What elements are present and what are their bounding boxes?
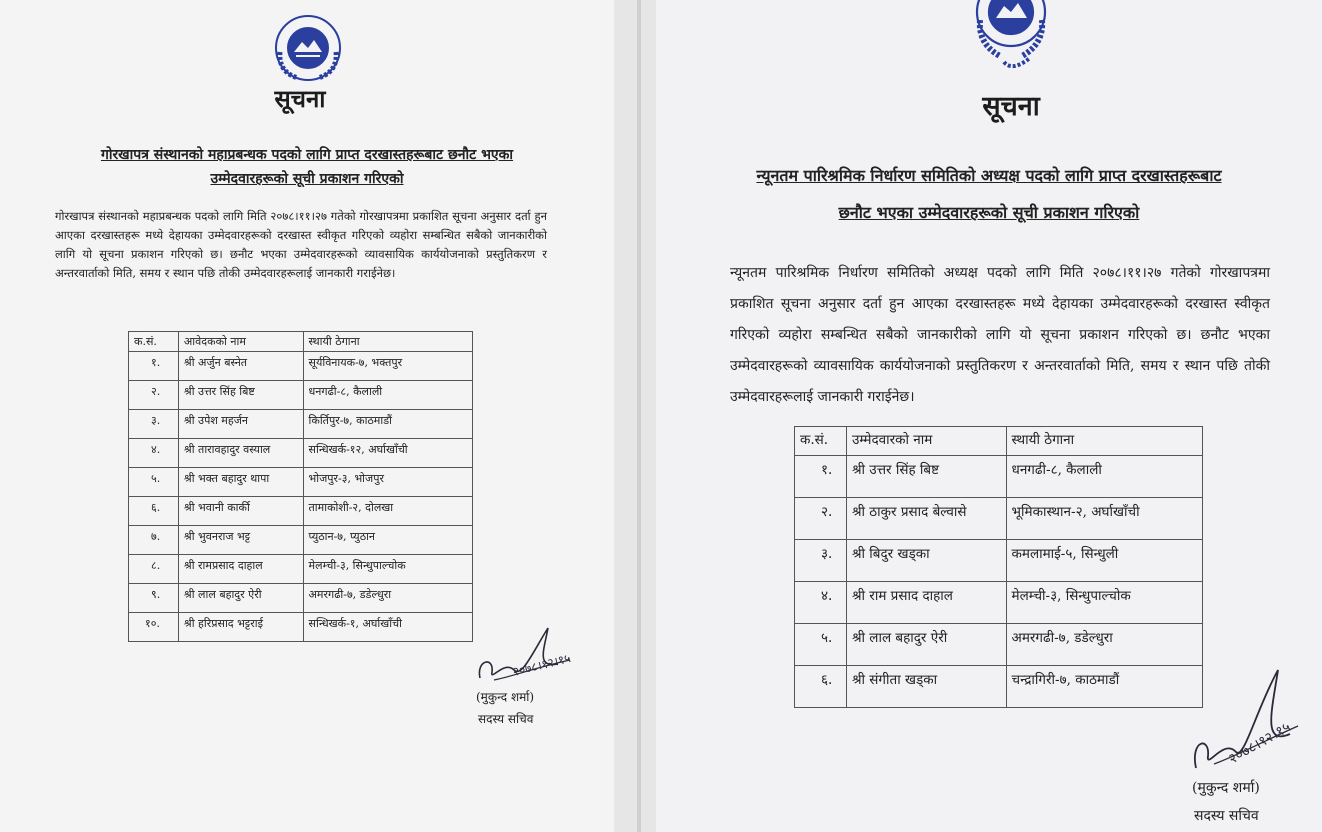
cell-address: तामाकोशी-२, दोलखा (303, 497, 472, 526)
cell-serial: ७. (129, 526, 179, 555)
notice-heading: सूचना (982, 91, 1040, 122)
notice-title-line-2: छनौट भएका उम्मेदवारहरूको सूची प्रकाशन गरिएको (838, 203, 1140, 222)
cell-serial: २. (129, 381, 179, 410)
notice-paragraph: न्यूनतम पारिश्रमिक निर्धारण समितिको अध्यक्ष पदको लागि मिति २०७८।११।२७ गतेको गोरखापत्रमा प्रकाशित सूचना अनुसार दर्ता हुन आएका दरखास्तहरू मध्ये देहायका उम्मेदवारहरूको दरखास्त स्वीकृत गरिएको व्यहोरा सम्बन्धित सबैको जानकारीको लागि यो सूचना प्रकाशन गरिएको छ। छनौट भएका उम्मेदवारहरूको व्यावसायिक कार्ययोजनाको प्रस्तुतिकरण र अन्तरवार्ताको मिति, समय र स्थान पछि तोकी उम्मेदवारहरूलाई जानकारी गराईनेछ। (730, 265, 1270, 405)
cell-name: श्री ठाकुर प्रसाद बेल्वासे (846, 498, 1006, 540)
notice-paragraph: गोरखापत्र संस्थानको महाप्रबन्धक पदको लागि मिति २०७८।११।२७ गतेको गोरखापत्रमा प्रकाशित सूचना अनुसार दर्ता हुन आएका दरखास्तहरू मध्ये देहायका उम्मेदवारहरूको दरखास्त स्वीकृत गरिएको व्यहोरा सम्बन्धित सबैको जानकारीको लागि यो सूचना प्रकाशन गरिएको छ। छनौट भएका उम्मेदवारहरूको व्यावसायिक कार्ययोजनाको प्रस्तुतिकरण र अन्तरवार्ताको मिति, समय र स्थान पछि तोकी उम्मेदवारहरूलाई जानकारी गराईनेछ। (55, 209, 547, 280)
col-header-address: स्थायी ठेगाना (303, 332, 472, 352)
cell-name: श्री भक्त बहादुर थापा (178, 468, 303, 497)
signature-date: २०७८।१२।१५ (1226, 719, 1294, 768)
table-row (795, 624, 1203, 666)
cell-name: श्री उपेश महर्जन (178, 410, 303, 439)
cell-name: श्री लाल बहादुर ऐरी (178, 584, 303, 613)
cell-serial: ३. (129, 410, 179, 439)
table-row (129, 381, 473, 410)
cell-address: चन्द्रागिरी-७, काठमाडौं (1006, 666, 1202, 708)
table-row (795, 456, 1203, 498)
table-header-row (795, 427, 1203, 456)
cell-name: श्री बिदुर खड्का (846, 540, 1006, 582)
cell-address: सन्धिखर्क-१, अर्घाखाँची (303, 613, 472, 642)
cell-name: श्री अर्जुन बस्नेत (178, 352, 303, 381)
table-row (129, 613, 473, 642)
cell-serial: ४. (795, 582, 847, 624)
cell-serial: १. (795, 456, 847, 498)
table-row (129, 468, 473, 497)
table-row (795, 540, 1203, 582)
cell-address: मेलम्ची-३, सिन्धुपाल्चोक (1006, 582, 1202, 624)
signature (474, 620, 604, 694)
cell-name: श्री उत्तर सिंह बिष्ट (178, 381, 303, 410)
cell-serial: १. (129, 352, 179, 381)
table-row (795, 582, 1203, 624)
cell-address: भोजपुर-३, भोजपुर (303, 468, 472, 497)
col-header-serial: क.सं. (795, 427, 847, 456)
cell-name: श्री उत्तर सिंह बिष्ट (846, 456, 1006, 498)
cell-serial: ५. (129, 468, 179, 497)
cell-serial: ६. (129, 497, 179, 526)
signatory-name: (मुकुन्द शर्मा) (1192, 780, 1260, 796)
cell-serial: ६. (795, 666, 847, 708)
cell-name: श्री हरिप्रसाद भट्टराई (178, 613, 303, 642)
cell-name: श्री संगीता खड्का (846, 666, 1006, 708)
cell-name: श्री तारावहादुर वस्याल (178, 439, 303, 468)
cell-address: अमरगढी-७, डडेल्धुरा (303, 584, 472, 613)
cell-name: श्री भुवनराज भट्ट (178, 526, 303, 555)
signatory-name: (मुकुन्द शर्मा) (476, 690, 535, 704)
table-header-row (129, 332, 473, 352)
cell-address: भूमिकास्थान-२, अर्घाखाँची (1006, 498, 1202, 540)
notice-page-right (656, 0, 1322, 832)
notice-page-left (0, 0, 614, 832)
table-row (129, 352, 473, 381)
cell-serial: २. (795, 498, 847, 540)
cell-address: कमलामाई-५, सिन्धुली (1006, 540, 1202, 582)
cell-address: किर्तिपुर-७, काठमाडौं (303, 410, 472, 439)
cell-serial: ९. (129, 584, 179, 613)
signatory-role: सदस्य सचिव (478, 712, 534, 726)
cell-serial: ८. (129, 555, 179, 584)
cell-name: श्री भवानी कार्की (178, 497, 303, 526)
cell-address: सूर्यविनायक-७, भक्तपुर (303, 352, 472, 381)
table-row (129, 497, 473, 526)
cell-address: अमरगढी-७, डडेल्धुरा (1006, 624, 1202, 666)
col-header-name: आवेदकको नाम (178, 332, 303, 352)
page-gutter (614, 0, 656, 832)
cell-serial: ३. (795, 540, 847, 582)
cell-serial: ५. (795, 624, 847, 666)
cell-address: सन्धिखर्क-१२, अर्घाखाँची (303, 439, 472, 468)
table-row (795, 498, 1203, 540)
col-header-serial: क.सं. (129, 332, 179, 352)
col-header-address: स्थायी ठेगाना (1006, 427, 1202, 456)
signature (1186, 660, 1316, 784)
cell-address: धनगढी-८, कैलाली (303, 381, 472, 410)
cell-name: श्री राम प्रसाद दाहाल (846, 582, 1006, 624)
candidate-table (794, 426, 1203, 708)
cell-name: श्री लाल बहादुर ऐरी (846, 624, 1006, 666)
candidate-table (128, 331, 473, 642)
official-seal (956, 0, 1066, 92)
notice-heading: सूचना (274, 84, 326, 113)
cell-name: श्री रामप्रसाद दाहाल (178, 555, 303, 584)
table-row (129, 410, 473, 439)
signature-date: २०७८।१२।१५ (511, 651, 573, 679)
table-row (129, 555, 473, 584)
col-header-name: उम्मेदवारको नाम (846, 427, 1006, 456)
notice-title-line-2: उम्मेदवारहरूको सूची प्रकाशन गरिएको (210, 171, 404, 187)
table-row (129, 526, 473, 555)
notice-title-line-1: न्यूनतम पारिश्रमिक निर्धारण समितिको अध्यक्ष पदको लागि प्राप्त दरखास्तहरूबाट (756, 166, 1222, 185)
table-row (795, 666, 1203, 708)
table-row (129, 584, 473, 613)
signatory-role: सदस्य सचिव (1194, 808, 1259, 824)
cell-serial: ४. (129, 439, 179, 468)
table-row (129, 439, 473, 468)
cell-address: धनगढी-८, कैलाली (1006, 456, 1202, 498)
cell-address: प्युठान-७, प्युठान (303, 526, 472, 555)
cell-serial: १०. (129, 613, 179, 642)
cell-address: मेलम्ची-३, सिन्धुपाल्चोक (303, 555, 472, 584)
notice-title-line-1: गोरखापत्र संस्थानको महाप्रबन्धक पदको लागि प्राप्त दरखास्तहरूबाट छनौट भएका (100, 147, 514, 163)
